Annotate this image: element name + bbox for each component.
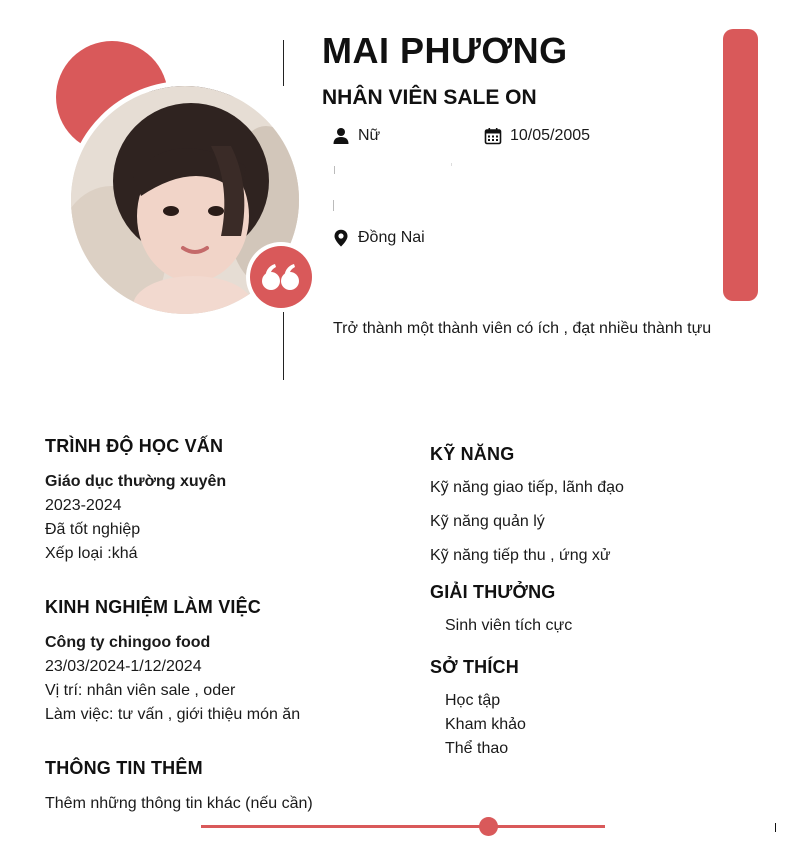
faint-mark: [451, 163, 452, 166]
dob-value: 10/05/2005: [510, 127, 591, 144]
divider-line-bottom: [283, 312, 284, 380]
award-item: Sinh viên tích cực: [445, 617, 573, 634]
experience-company: Công ty chingoo food: [45, 634, 211, 651]
divider-line-top: [283, 40, 284, 86]
faint-mark: [333, 200, 334, 211]
education-grade: Xếp loại :khá: [45, 545, 138, 562]
calendar-icon: [484, 127, 502, 145]
accent-bar: [723, 29, 758, 301]
career-objective: Trở thành một thành viên có ích , đạt nhiều thành tựu: [333, 320, 712, 337]
experience-section: [45, 631, 300, 727]
more-info-text: Thêm những thông tin khác (nếu cần): [45, 795, 313, 812]
quote-badge: [246, 242, 316, 312]
gender-row: [332, 127, 380, 145]
person-icon: [332, 127, 350, 145]
skills-title: KỸ NĂNG: [430, 444, 515, 464]
experience-period: 23/03/2024-1/12/2024: [45, 658, 202, 675]
dob-row: [484, 127, 590, 145]
faint-mark: [334, 166, 335, 174]
experience-position: Vị trí: nhân viên sale , oder: [45, 682, 236, 699]
experience-duty: Làm việc: tư vấn , giới thiệu món ăn: [45, 706, 301, 723]
awards-list: [445, 614, 572, 638]
footer-mark: [775, 823, 776, 832]
skills-list: [430, 476, 624, 578]
address-row: [332, 229, 425, 247]
more-info-title: THÔNG TIN THÊM: [45, 758, 203, 778]
candidate-name: MAI PHƯƠNG: [322, 30, 568, 71]
skill-item: Kỹ năng tiếp thu , ứng xử: [430, 547, 611, 564]
footer-dot: [479, 817, 498, 836]
location-pin-icon: [332, 229, 350, 247]
awards-title: GIẢI THƯỞNG: [430, 582, 556, 602]
gender-value: Nữ: [358, 127, 381, 144]
quote-icon: [259, 255, 303, 299]
address-value: Đồng Nai: [358, 229, 425, 246]
education-status: Đã tốt nghiệp: [45, 521, 141, 538]
hobby-item: Học tập: [445, 692, 501, 709]
hobby-item: Thể thao: [445, 740, 509, 757]
footer-line: [201, 825, 605, 828]
hobby-item: Kham khảo: [445, 716, 526, 733]
hobbies-title: SỞ THÍCH: [430, 657, 519, 677]
education-section: [45, 470, 226, 566]
job-title: NHÂN VIÊN SALE ON: [322, 86, 537, 109]
skill-item: Kỹ năng quản lý: [430, 513, 545, 530]
skill-item: Kỹ năng giao tiếp, lãnh đạo: [430, 479, 624, 496]
education-title: TRÌNH ĐỘ HỌC VẤN: [45, 436, 224, 456]
experience-title: KINH NGHIỆM LÀM VIỆC: [45, 597, 262, 617]
education-years: 2023-2024: [45, 497, 122, 514]
education-school: Giáo dục thường xuyên: [45, 473, 227, 490]
hobbies-list: [445, 689, 526, 761]
